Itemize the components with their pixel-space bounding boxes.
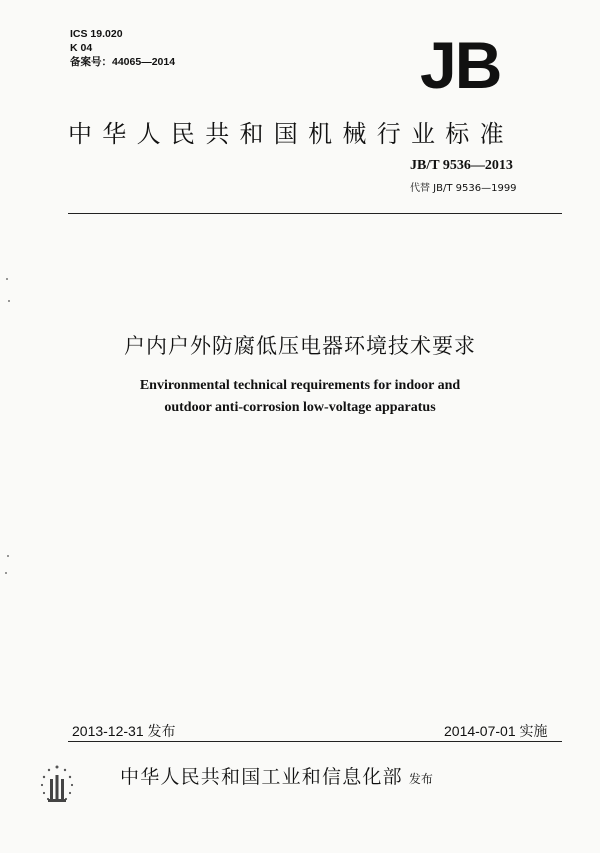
document-title-english-line1: Environmental technical requirements for indoor and [139,378,461,393]
header-divider [68,213,562,214]
publisher-name: 中华人民共和国工业和信息化部 [120,766,403,788]
replaces-standard: 代替 JB/T 9536—1999 [410,183,517,194]
release-date: 2013-12-31 发布 [72,723,176,739]
document-title-english-line2: outdoor anti-corrosion low-voltage apparatus [164,400,436,415]
record-number: 备案号：44065—2014 [70,56,176,68]
jb-logo: JB [420,28,501,102]
publisher-suffix: 发布 [408,772,433,786]
document-title-chinese: 户内户外防腐低压电器环境技术要求 [124,334,476,358]
footer-divider [68,741,562,742]
implement-date: 2014-07-01 实施 [444,723,548,739]
scan-speck [6,278,8,280]
scan-speck [8,300,10,302]
publisher [120,762,433,789]
standard-number: JB/T 9536—2013 [410,158,513,173]
ics-code: ICS 19.020 [70,28,123,40]
scan-speck [5,572,7,574]
ministry-emblem-icon [32,755,82,811]
scan-speck [7,555,9,557]
standard-type-title: 中华人民共和国机械行业标准 [68,120,514,148]
classification-code: K 04 [70,42,93,54]
